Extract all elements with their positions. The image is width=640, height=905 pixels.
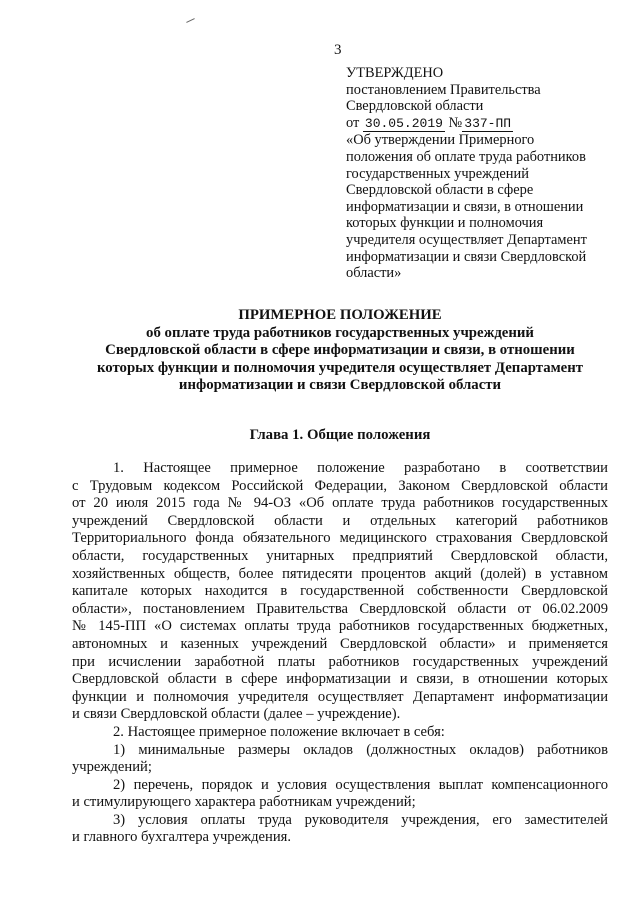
title-line: об оплате труда работников государственных учреждений xyxy=(146,324,534,341)
body-line: с Трудовым кодексом Российской Федерации, Законом Свердловской области xyxy=(72,477,608,494)
date-prefix: от xyxy=(346,114,360,131)
body-line: Территориального фонда обязательного медицинского страхования Свердловской xyxy=(72,530,608,547)
document-title xyxy=(60,307,620,395)
approved-heading: УТВЕРЖДЕНО xyxy=(346,65,444,81)
body-line: учреждений; xyxy=(72,759,152,776)
chapter-heading: Глава 1. Общие положения xyxy=(249,427,431,443)
body-line: и стимулирующего характера работникам учреждений; xyxy=(72,794,416,811)
body-line: области, государственных унитарных предприятий Свердловской области, xyxy=(72,547,608,564)
number-prefix: № xyxy=(448,114,463,131)
approval-block xyxy=(346,65,618,282)
body-line: 1) минимальные размеры окладов (должностных окладов) работников xyxy=(113,741,608,758)
title-line: ПРИМЕРНОЕ ПОЛОЖЕНИЕ xyxy=(238,307,442,323)
approval-quote-line: положения об оплате труда работников xyxy=(346,148,586,165)
body-line: автономных и казенных учреждений Свердловской области» и применяется xyxy=(72,635,608,652)
body-line: от 20 июля 2015 года № 94-ОЗ «Об оплате труда работников государственных xyxy=(72,495,608,512)
body-line: 1. Настоящее примерное положение разработано в соответствии xyxy=(113,460,608,476)
body-line: № 145-ПП «О системах оплаты труда работников государственных бюджетных, xyxy=(72,618,608,635)
body-line: 2) перечень, порядок и условия осуществления выплат компенсационного xyxy=(113,776,608,793)
body-line: 3) условия оплаты труда руководителя учреждения, его заместителей xyxy=(113,811,608,828)
body-line: и главного бухгалтера учреждения. xyxy=(72,829,292,846)
body-line: области», постановлением Правительства Свердловской области от 06.02.2009 xyxy=(72,600,608,617)
approval-quote-line: Свердловской области в сфере xyxy=(346,182,534,199)
title-line: которых функции и полномочия учредителя осуществляет Департамент xyxy=(96,359,584,376)
body-line: капитале которых находится в государственной собственности Свердловской xyxy=(72,583,608,600)
body-line: 2. Настоящее примерное положение включает в себя: xyxy=(113,723,445,740)
approval-quote-line: «Об утверждении Примерного xyxy=(346,132,535,149)
body-line: Свердловской области в сфере информатизации и связи, в отношении которых xyxy=(72,671,608,688)
body-line: функции и полномочия учредителя осуществляет Департамент информатизации xyxy=(72,688,608,705)
approval-line-2: Свердловской области xyxy=(346,98,484,115)
approval-quote-line: которых функции и полномочия xyxy=(346,215,544,232)
approval-quote-line: информатизации и связи Свердловской xyxy=(346,248,587,265)
page-number: 3 xyxy=(334,42,342,58)
approval-date: 30.05.2019 xyxy=(364,115,443,131)
title-line: Свердловской области в сфере информатизации и связи, в отношении xyxy=(105,342,575,358)
body-line: учреждений Свердловской области и отдельных категорий работников xyxy=(72,512,608,529)
approval-line-1: постановлением Правительства xyxy=(346,81,541,98)
body-line: хозяйственных обществ, более пятидесяти процентов акций (долей) в уставном xyxy=(72,565,608,582)
approval-quote-line: области» xyxy=(346,265,402,282)
body-line: и связи Свердловской области (далее – учреждение). xyxy=(72,706,401,723)
body-text xyxy=(72,460,608,847)
title-line: информатизации и связи Свердловской области xyxy=(178,377,502,393)
body-line: при исчислении заработной платы работников государственных учреждений xyxy=(72,653,608,670)
approval-quote-line: учредителя осуществляет Департамент xyxy=(346,231,587,248)
approval-quote-line: информатизации и связи, в отношении xyxy=(346,198,584,215)
approval-quote-line: государственных учреждений xyxy=(346,165,529,182)
approval-date-line xyxy=(346,115,618,133)
stray-mark xyxy=(186,18,195,23)
approval-number: 337-ПП xyxy=(464,115,512,131)
